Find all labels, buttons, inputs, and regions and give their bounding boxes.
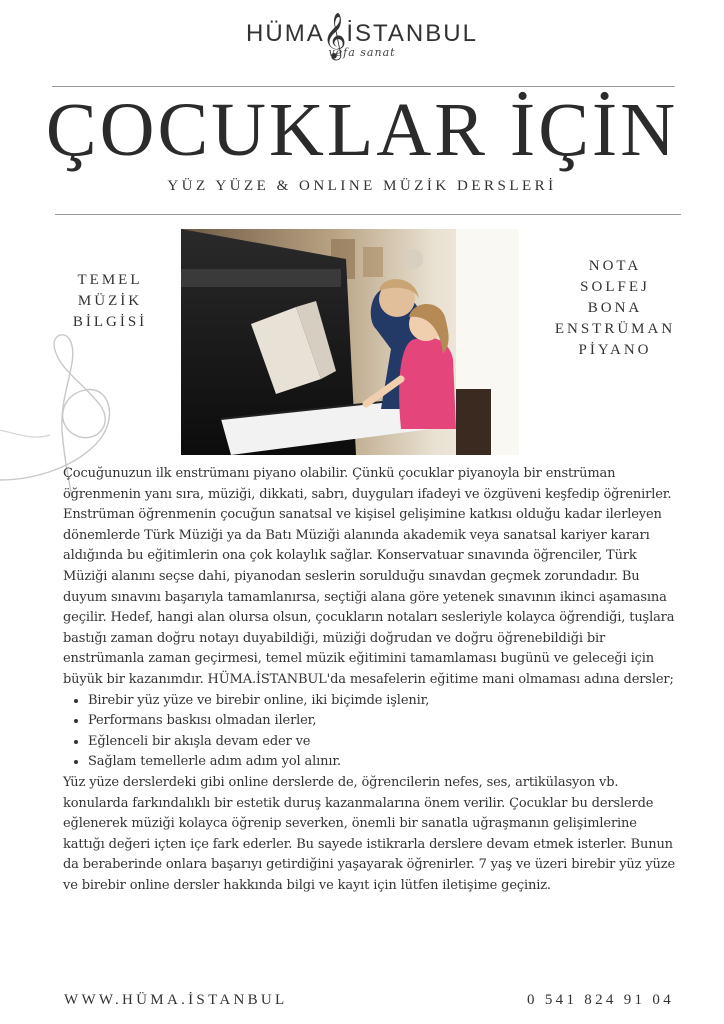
left-topic-item: MÜZİK xyxy=(77,293,143,309)
middle-divider xyxy=(55,214,681,215)
logo-name-right: İSTANBUL xyxy=(346,20,478,47)
right-topic-item: ENSTRÜMAN xyxy=(554,321,676,337)
lesson-features-list xyxy=(63,691,681,773)
right-topic-item: PİYANO xyxy=(578,342,652,358)
page-subtitle: YÜZ YÜZE & ONLINE MÜZİK DERSLERİ xyxy=(167,178,557,194)
closing-paragraph: Yüz yüze derslerdeki gibi online derslerde de, öğrencilerin nefes, ses, artikülasyon vb. konularda farkındalıklı bir estetik duruş kazanmalarına önem verilir. Çocuklar bu derslerde eğlenerek müziği kolayca öğrenip severken, önemli bir sanatla uğraşmanın gelişimlerine kattığı değeri içten içe fark ederler. Bu sayede istikrarla derslere devam etmek isterler. Bunun da beraberinde onlara başarıyı getirdiğini yaşayarak öğrenirler. 7 yaş ve üzeri birebir yüz yüze ve birebir online dersler hakkında bilgi ve kayıt için lütfen iletişime geçiniz. xyxy=(63,774,675,893)
list-item: • Birebir yüz yüze ve birebir online, iki biçimde işlenir, xyxy=(88,691,681,712)
logo-tagline: vefa sanat xyxy=(328,46,396,59)
right-topic-item: SOLFEJ xyxy=(580,279,650,295)
phone-number[interactable]: 0 541 824 91 04 xyxy=(527,992,674,1008)
top-divider xyxy=(52,86,675,87)
piano-lesson-photo xyxy=(181,229,519,455)
treble-clef-icon: 𝄞 xyxy=(322,13,349,59)
list-item: • Sağlam temellerle adım adım yol alınır. xyxy=(88,752,681,773)
body-text xyxy=(63,464,681,896)
page-title: ÇOCUKLAR İÇİN xyxy=(45,88,679,172)
right-topics xyxy=(540,256,690,361)
list-item: • Performans baskısı olmadan ilerler, xyxy=(88,711,681,732)
website-link[interactable]: WWW.HÜMA.İSTANBUL xyxy=(64,992,288,1008)
left-topic-item: BİLGİSİ xyxy=(72,314,148,330)
list-item: • Eğlenceli bir akışla devam eder ve xyxy=(88,732,681,753)
left-topics xyxy=(60,270,160,333)
right-topic-item: BONA xyxy=(587,300,643,316)
logo xyxy=(0,13,724,59)
logo-name-left: HÜMA xyxy=(246,20,325,47)
intro-paragraph: Çocuğunuzun ilk enstrümanı piyano olabilir. Çünkü çocuklar piyanoyla bir enstrüman öğrenmenin yanı sıra, müziği, dikkati, sabrı, duyguları ifadeyi ve özgüveni keşfedip öğrenirler. Enstrüman öğrenmenin çocuğun sanatsal ve kişisel gelişimine katkısı olduğu kadar ilerleyen dönemlerde Türk Müziği ya da Batı Müziği alanında akademik veya sanatsal kariyer kararı aldığında bu eğitimlerin ona çok kolaylık sağlar. Konservatuar sınavında öğrenciler, Türk Müziği alanını seçse dahi, piyanodan seslerin sorulduğu sınavdan geçmek zorundadır. Bu duyum sınavını başarıyla tamamlanırsa, seçtiği alana göre yetenek sınavının ikinci aşamasına geçilir. Hedef, hangi alan olursa olsun, çocukların notaları sesleriyle kolayca öğrendiği, tuşlara bastığı zaman doğru notayı duyabildiği, müziği doğrudan ve doğru öğrenebildiği bir enstrümanla zaman geçirmesi, temel müzik eğitimini tamamlaması bugünü ve geleceği için büyük bir kazanımdır. HÜMA.İSTANBUL'da mesafelerin eğitime mani olmaması adına dersler; xyxy=(63,466,675,687)
left-topic-item: TEMEL xyxy=(77,272,143,288)
right-topic-item: NOTA xyxy=(588,258,642,274)
